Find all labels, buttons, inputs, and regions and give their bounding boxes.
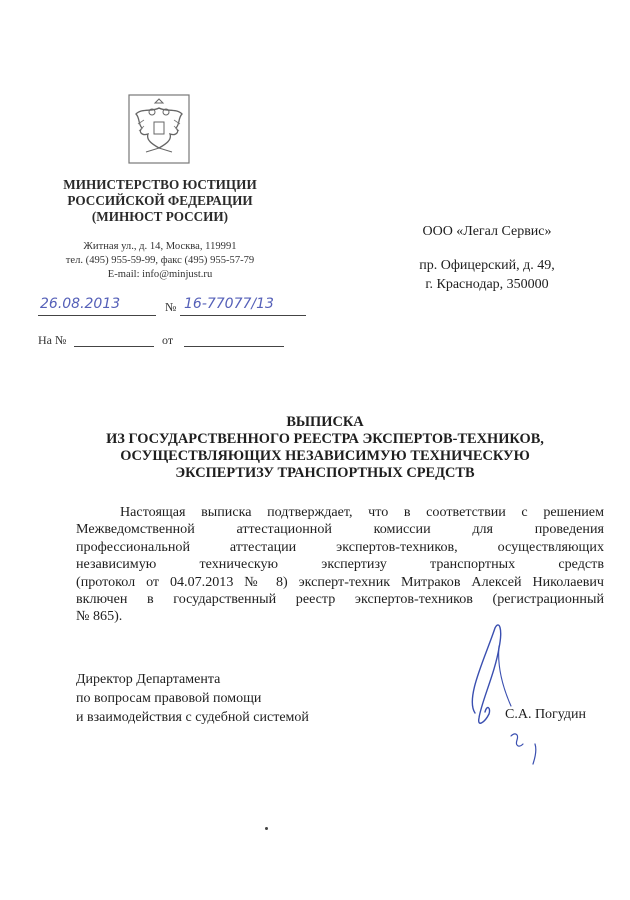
- document-title: [60, 414, 590, 482]
- signer-position-line: и взаимодействия с судебной системой: [76, 710, 309, 725]
- signer-position: [76, 670, 376, 727]
- outgoing-reference: [38, 296, 308, 318]
- reference-from: от: [162, 333, 174, 347]
- coat-of-arms-emblem: [128, 94, 190, 164]
- recipient-block: [392, 222, 582, 294]
- reference-line: [38, 333, 308, 349]
- reference-number-underline: [74, 346, 154, 347]
- ministry-name: [40, 177, 280, 225]
- body-line: Настоящая выписка подтверждает, что в соответствии с решением: [120, 504, 604, 520]
- body-line: Межведомственной аттестационной комиссии для проведения: [76, 521, 604, 538]
- recipient-name: ООО «Легал Сервис»: [422, 224, 552, 239]
- address-line: тел. (495) 955-59-99, факс (495) 955-57-79: [65, 255, 255, 266]
- body-paragraph: [76, 504, 604, 626]
- signer-name: С.А. Погудин: [505, 707, 587, 722]
- date-underline: [38, 315, 156, 316]
- handwritten-number: 16-77077/13: [184, 296, 274, 312]
- title-line: ИЗ ГОСУДАРСТВЕННОГО РЕЕСТРА ЭКСПЕРТОВ-ТЕХНИКОВ,: [106, 431, 544, 447]
- scan-speck: [265, 827, 268, 830]
- ministry-line: МИНИСТЕРСТВО ЮСТИЦИИ: [63, 177, 257, 192]
- body-line: независимую техническую экспертизу транспортных средств: [76, 556, 604, 573]
- address-line: Житная ул., д. 14, Москва, 119991: [83, 241, 237, 252]
- recipient-address-line: пр. Офицерский, д. 49,: [419, 258, 555, 273]
- reference-prefix: На №: [38, 333, 67, 347]
- signer-position-line: по вопросам правовой помощи: [76, 691, 262, 706]
- ministry-line: (МИНЮСТ РОССИИ): [91, 209, 229, 224]
- title-line: ОСУЩЕСТВЛЯЮЩИХ НЕЗАВИСИМУЮ ТЕХНИЧЕСКУЮ: [120, 448, 530, 464]
- body-line: включен в государственный реестр экспертов-техников (регистрационный: [76, 591, 604, 608]
- recipient-address-line: г. Краснодар, 350000: [425, 277, 549, 292]
- body-line: № 865).: [76, 608, 123, 625]
- ministry-line: РОССИЙСКОЙ ФЕДЕРАЦИИ: [67, 193, 253, 208]
- number-underline: [180, 315, 306, 316]
- address-line: E-mail: info@minjust.ru: [107, 269, 213, 280]
- body-line: профессиональной аттестации экспертов-техников, осуществляющих: [76, 538, 604, 555]
- body-line: (протокол от 04.07.2013 № 8) эксперт-техник Митраков Алексей Николаевич: [76, 573, 604, 590]
- number-sign: №: [165, 300, 177, 314]
- handwritten-signature: [455, 618, 565, 768]
- signer-position-line: Директор Департамента: [76, 672, 221, 687]
- title-line: ВЫПИСКА: [286, 414, 364, 430]
- title-line: ЭКСПЕРТИЗУ ТРАНСПОРТНЫХ СРЕДСТВ: [175, 465, 475, 481]
- ministry-address: [40, 240, 280, 282]
- reference-date-underline: [184, 346, 284, 347]
- handwritten-date: 26.08.2013: [40, 296, 121, 312]
